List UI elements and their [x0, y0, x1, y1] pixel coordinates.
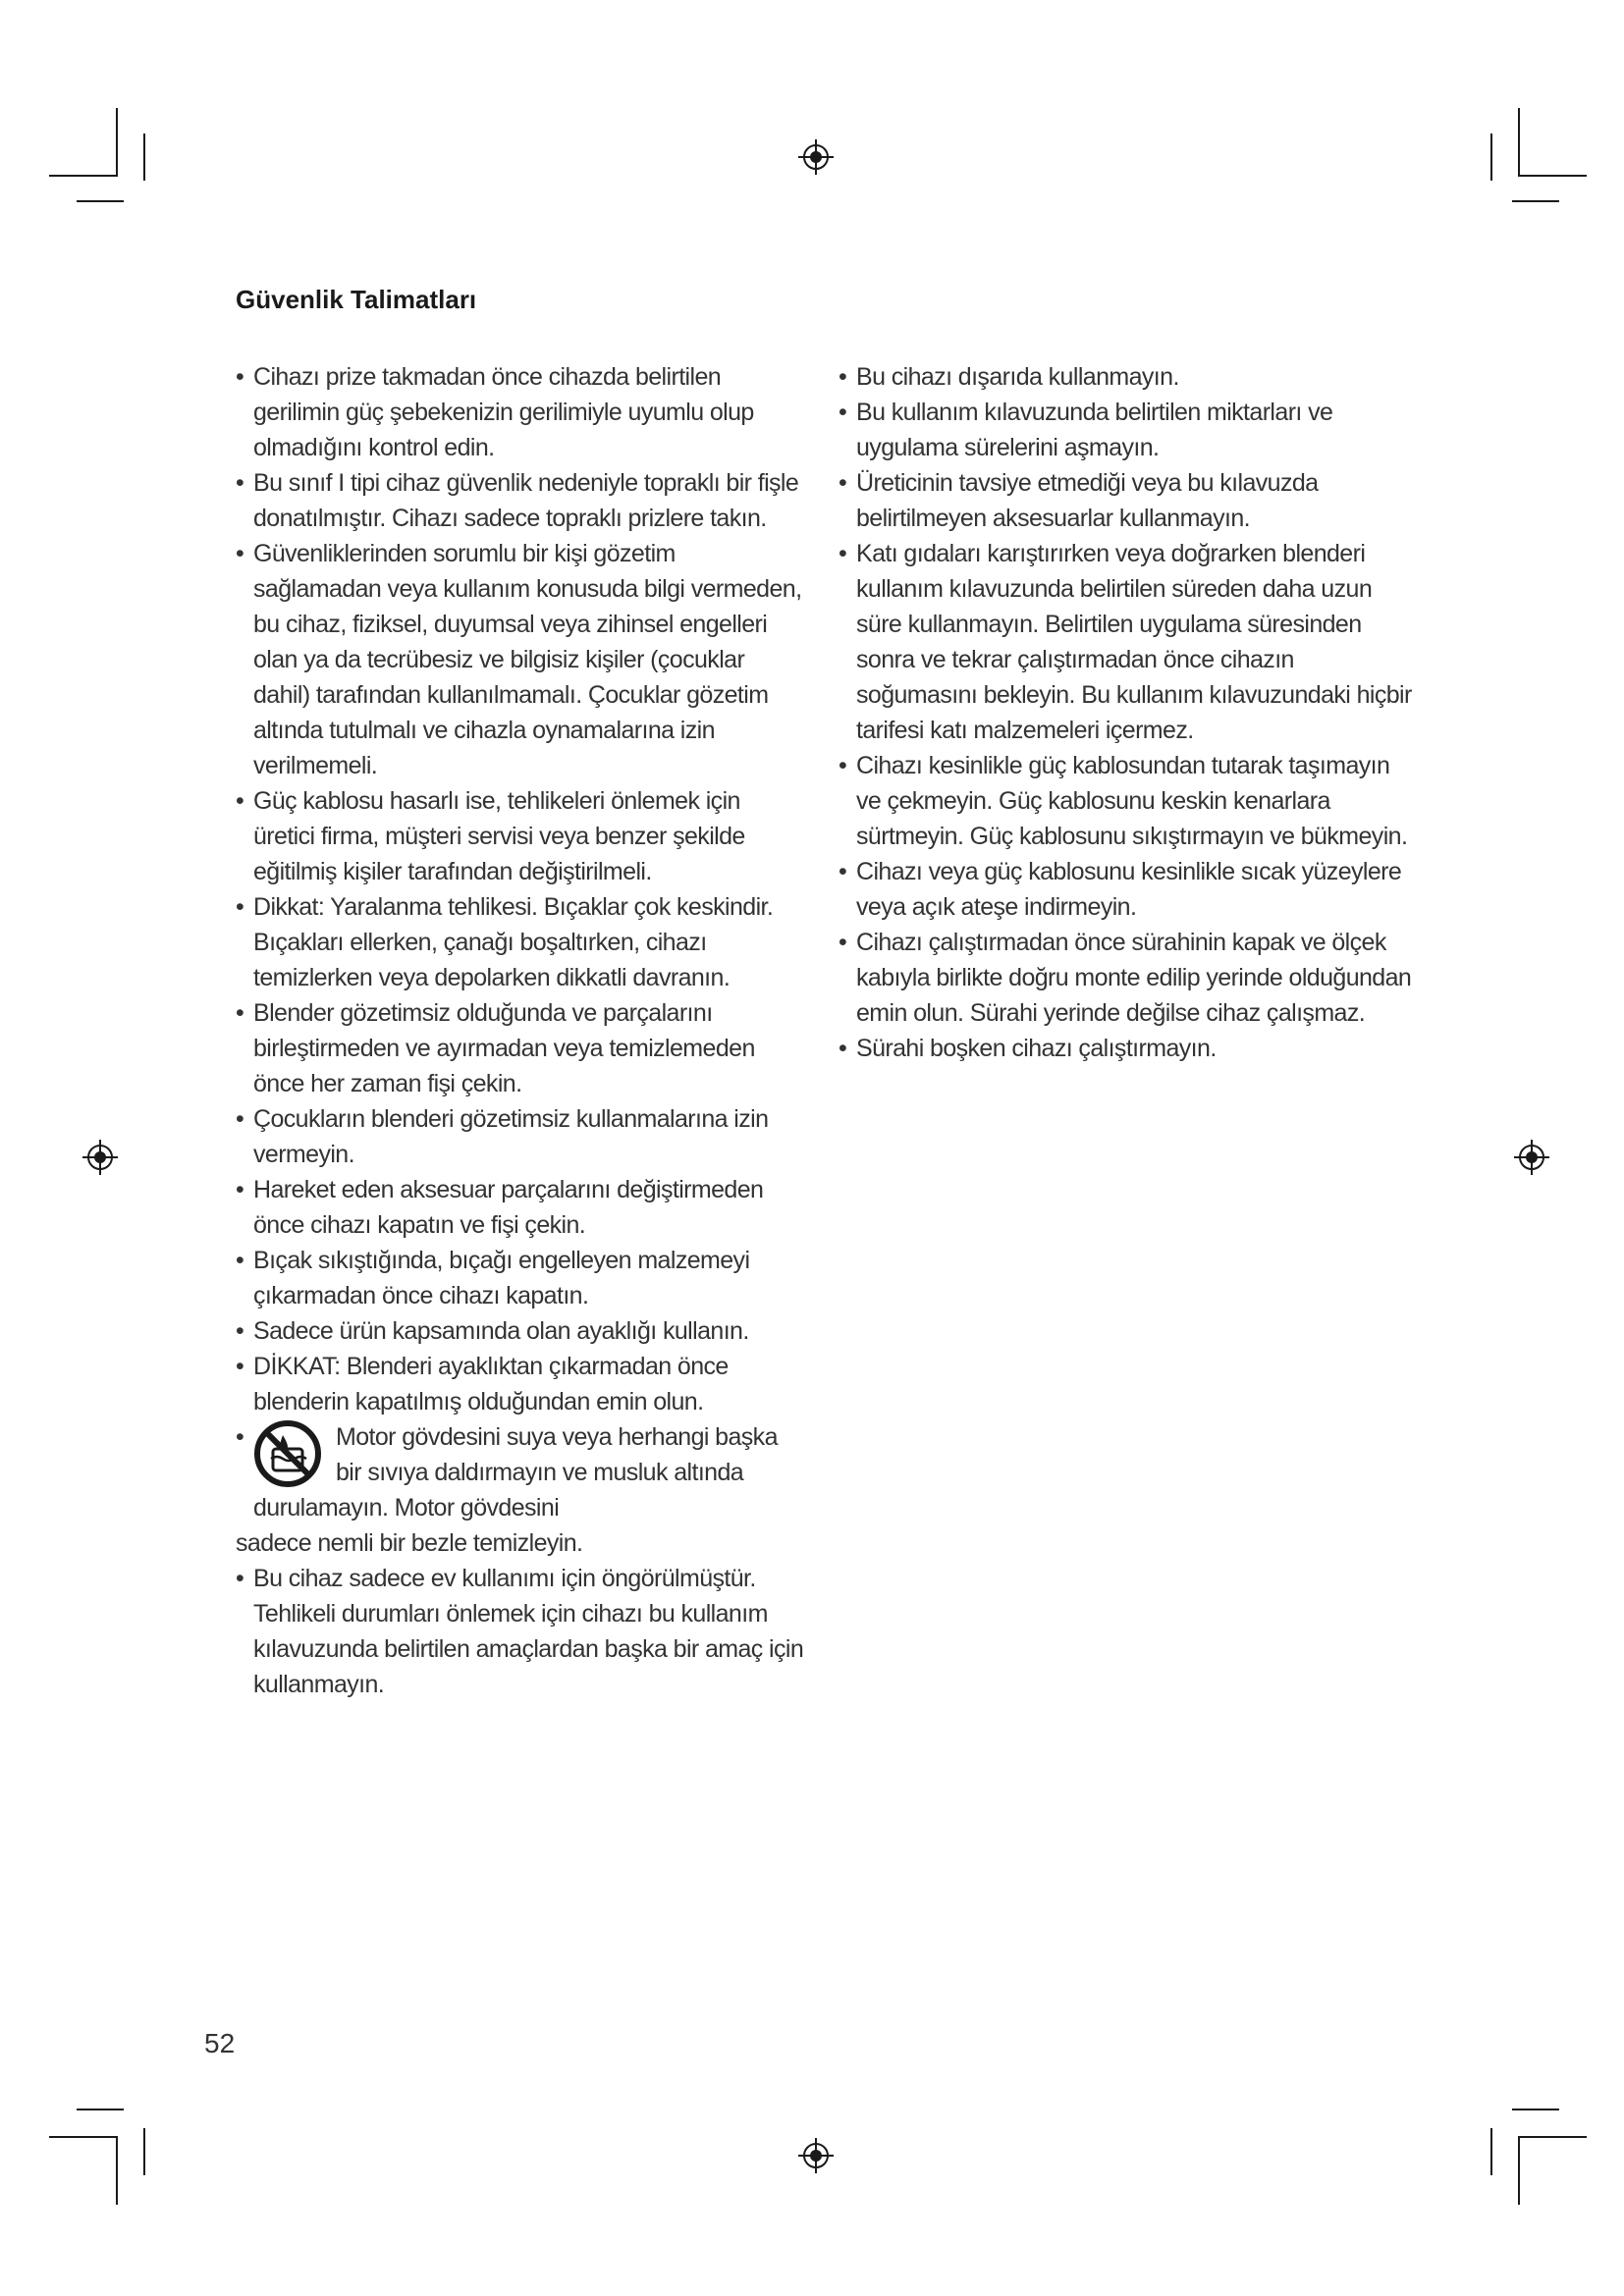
- bullet: •: [236, 1105, 244, 1133]
- bullet: •: [839, 469, 847, 497]
- bullet: •: [839, 399, 847, 426]
- bullet: •: [236, 1247, 244, 1274]
- registration-mark-icon: [1514, 1140, 1549, 1175]
- crop-mark: [116, 108, 118, 177]
- list-item: [236, 1313, 805, 1349]
- list-item: [236, 465, 805, 536]
- registration-mark-icon: [82, 1140, 118, 1175]
- crop-mark: [143, 2128, 145, 2175]
- list-item-text: Bıçak sıkıştığında, bıçağı engelleyen malzemeyi çıkarmadan önce cihazı kapatın.: [253, 1247, 750, 1309]
- list-item-text: Güvenliklerinden sorumlu bir kişi gözetim sağlamadan veya kullanım konusuda bilgi vermeden, bu cihaz, fiziksel, duyumsal veya zihinsel engelleri olan ya da tecrübesiz ve bilgisiz kişiler (çocuklar dahil) tarafından kullanılmamalı. Çocuklar gözetim altında tutulmalı ve cihazla oynamalarına izin verilmemeli.: [253, 540, 802, 779]
- crop-mark: [77, 200, 124, 202]
- crop-mark: [1512, 2109, 1559, 2110]
- bullet: •: [236, 1317, 244, 1345]
- list-item-with-icon: [236, 1419, 805, 1561]
- bullet: •: [839, 929, 847, 956]
- list-item-text: Güç kablosu hasarlı ise, tehlikeleri önlemek için üretici firma, müşteri servisi veya benzer şekilde eğitilmiş kişiler tarafından değiştirilmeli.: [253, 787, 745, 885]
- bullet: •: [236, 1176, 244, 1203]
- list-item-text: Bu cihazı dışarıda kullanmayın.: [856, 363, 1179, 391]
- list-item-text: Bu sınıf I tipi cihaz güvenlik nedeniyle topraklı bir fişle donatılmıştır. Cihazı sadece topraklı prizlere takın.: [253, 469, 799, 532]
- crop-mark: [49, 2136, 118, 2138]
- list-item: [236, 536, 805, 783]
- list-item: [236, 1561, 805, 1702]
- list-item-text: Sürahi boşken cihazı çalıştırmayın.: [856, 1035, 1217, 1062]
- list-item: [236, 359, 805, 465]
- list-item: [839, 748, 1418, 854]
- list-item-text: Cihazı kesinlikle güç kablosundan tutarak taşımayın ve çekmeyin. Güç kablosunu keskin kenarlara sürtmeyin. Güç kablosunu sıkıştırmayın ve bükmeyin.: [856, 752, 1408, 850]
- crop-mark: [1512, 200, 1559, 202]
- bullet: •: [839, 540, 847, 567]
- list-item: [236, 995, 805, 1101]
- list-item-text: Cihazı prize takmadan önce cihazda belirtilen gerilimin güç şebekenizin gerilimiyle uyumlu olup olmadığını kontrol edin.: [253, 363, 754, 461]
- list-item: [839, 536, 1418, 748]
- safety-list-right: [839, 359, 1418, 1066]
- list-item-continuation: sadece nemli bir bezle temizleyin.: [236, 1529, 583, 1557]
- list-item-text: Blender gözetimsiz olduğunda ve parçalarını birleştirmeden ve ayırmadan veya temizlemeden önce her zaman fişi çekin.: [253, 999, 755, 1097]
- list-item-text: Bu cihaz sadece ev kullanımı için öngörülmüştür. Tehlikeli durumları önlemek için cihazı bu kullanım kılavuzunda belirtilen amaçlardan başka bir amaç için kullanmayın.: [253, 1565, 804, 1698]
- crop-mark: [116, 2136, 118, 2205]
- list-item: [839, 465, 1418, 536]
- bullet: •: [236, 1423, 244, 1451]
- bullet: •: [236, 469, 244, 497]
- list-item: [236, 1243, 805, 1313]
- bullet: •: [236, 363, 244, 391]
- list-item: [236, 783, 805, 889]
- list-item: [236, 889, 805, 995]
- page-number: 52: [204, 2028, 236, 2058]
- bullet: •: [839, 752, 847, 779]
- list-item-text: Hareket eden aksesuar parçalarını değiştirmeden önce cihazı kapatın ve fişi çekin.: [253, 1176, 764, 1239]
- list-item: [839, 395, 1418, 465]
- no-water-immersion-icon: [253, 1419, 322, 1488]
- bullet: •: [236, 1565, 244, 1592]
- list-item: [839, 359, 1418, 395]
- list-item: [839, 854, 1418, 925]
- crop-mark: [1518, 108, 1520, 177]
- crop-mark: [1518, 2136, 1520, 2205]
- bullet: •: [236, 540, 244, 567]
- bullet: •: [236, 893, 244, 921]
- list-item-text: Üreticinin tavsiye etmediği veya bu kılavuzda belirtilmeyen aksesuarlar kullanmayın.: [856, 469, 1319, 532]
- crop-mark: [143, 133, 145, 181]
- safety-list-left: [236, 359, 805, 1702]
- list-item: [236, 1101, 805, 1172]
- bullet: •: [236, 1353, 244, 1380]
- list-item: [839, 925, 1418, 1031]
- bullet: •: [839, 1035, 847, 1062]
- list-item-text: Çocukların blenderi gözetimsiz kullanmalarına izin vermeyin.: [253, 1105, 769, 1168]
- list-item-text: DİKKAT: Blenderi ayaklıktan çıkarmadan önce blenderin kapatılmış olduğundan emin olun.: [253, 1353, 729, 1415]
- page-title: Güvenlik Talimatları: [236, 285, 477, 314]
- crop-mark: [1518, 2136, 1587, 2138]
- list-item-text: Katı gıdaları karıştırırken veya doğrarken blenderi kullanım kılavuzunda belirtilen süreden daha uzun süre kullanmayın. Belirtilen uygulama süresinden sonra ve tekrar çalıştırmadan önce cihazın soğumasını bekleyin. Bu kullanım kılavuzundaki hiçbir tarifesi katı malzemeleri içermez.: [856, 540, 1412, 744]
- bullet: •: [236, 999, 244, 1027]
- list-item: [236, 1349, 805, 1419]
- crop-mark: [1490, 2128, 1492, 2175]
- bullet: •: [839, 363, 847, 391]
- crop-mark: [1518, 175, 1587, 177]
- list-item-text: Dikkat: Yaralanma tehlikesi. Bıçaklar çok keskindir. Bıçakları ellerken, çanağı boşaltırken, cihazı temizlerken veya depolarken dikkatli davranın.: [253, 893, 774, 991]
- crop-mark: [1490, 133, 1492, 181]
- list-item-text: Bu kullanım kılavuzunda belirtilen miktarları ve uygulama sürelerini aşmayın.: [856, 399, 1333, 461]
- registration-mark-icon: [798, 139, 834, 175]
- list-item-text: Cihazı çalıştırmadan önce sürahinin kapak ve ölçek kabıyla birlikte doğru monte edilip yerinde olduğundan emin olun. Sürahi yerinde değilse cihaz çalışmaz.: [856, 929, 1412, 1027]
- bullet: •: [839, 858, 847, 885]
- list-item-text: Motor gövdesini suya veya herhangi başka bir sıvıya daldırmayın ve musluk altında durulamayın. Motor gövdesini: [253, 1423, 778, 1522]
- list-item-text: Cihazı veya güç kablosunu kesinlikle sıcak yüzeylere veya açık ateşe indirmeyin.: [856, 858, 1402, 921]
- list-item-text: Sadece ürün kapsamında olan ayaklığı kullanın.: [253, 1317, 749, 1345]
- bullet: •: [236, 787, 244, 815]
- registration-mark-icon: [798, 2138, 834, 2173]
- crop-mark: [77, 2109, 124, 2110]
- list-item: [236, 1172, 805, 1243]
- crop-mark: [49, 175, 118, 177]
- list-item: [839, 1031, 1418, 1066]
